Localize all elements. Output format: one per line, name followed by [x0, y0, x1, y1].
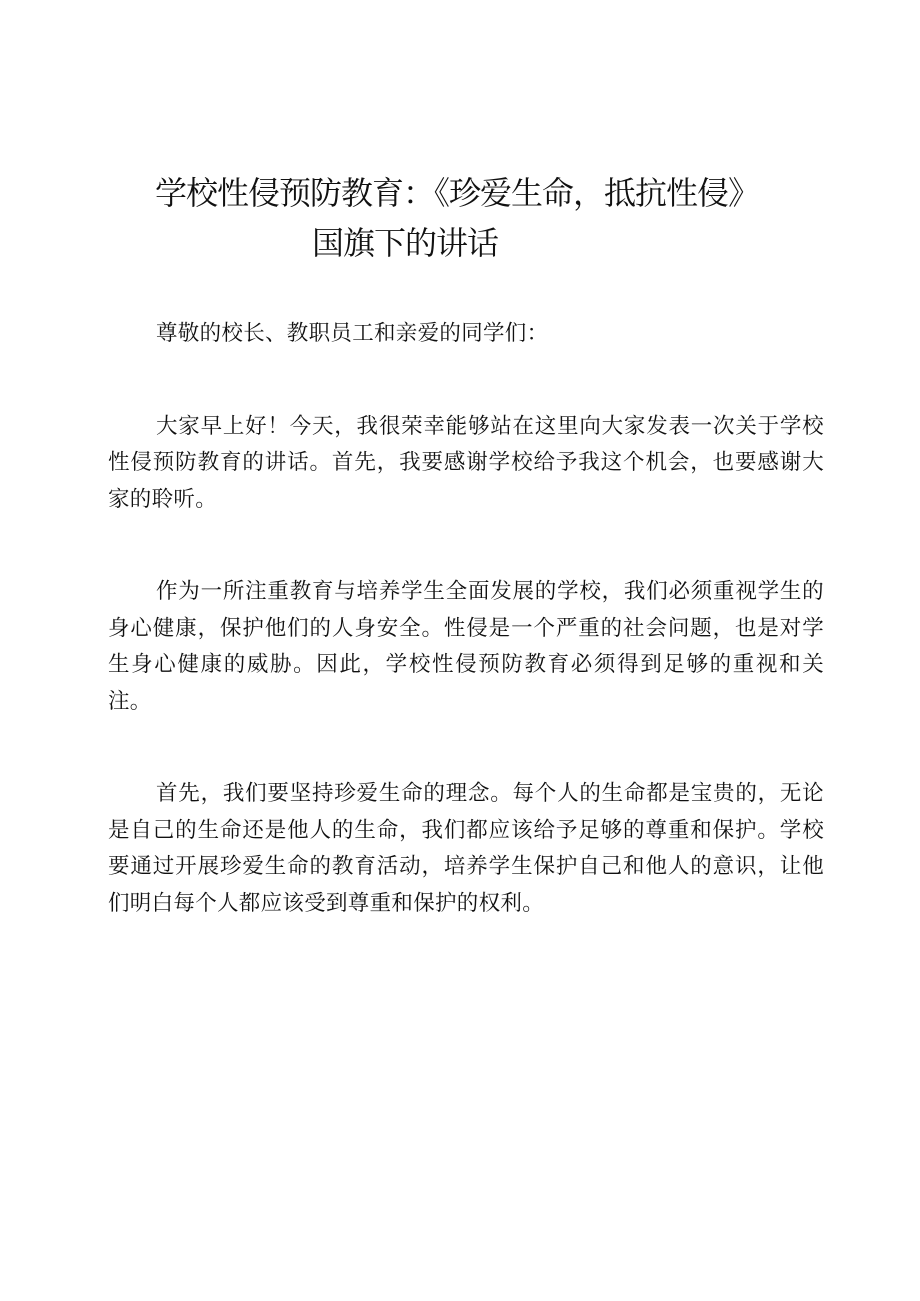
document-title	[0, 168, 920, 268]
title-line-2: 国旗下的讲话	[312, 224, 499, 262]
title-line-1: 学校性侵预防教育：《珍爱生命，抵抗性侵》	[155, 174, 760, 212]
paragraph-2: 作为一所注重教育与培养学生全面发展的学校，我们必须重视学生的身心健康，保护他们的人身安全。性侵是一个严重的社会问题，也是对学生身心健康的威胁。因此，学校性侵预防教育必须得到足够的重视和关注。	[108, 579, 824, 714]
paragraph-1: 大家早上好！今天，我很荣幸能够站在这里向大家发表一次关于学校性侵预防教育的讲话。首先，我要感谢学校给予我这个机会，也要感谢大家的聆听。	[108, 413, 824, 512]
salutation: 尊敬的校长、教职员工和亲爱的同学们：	[156, 321, 549, 346]
paragraph-3: 首先，我们要坚持珍爱生命的理念。每个人的生命都是宝贵的，无论是自己的生命还是他人的生命，我们都应该给予足够的尊重和保护。学校要通过开展珍爱生命的教育活动，培养学生保护自己和他人的意识，让他们明白每个人都应该受到尊重和保护的权利。	[108, 781, 824, 916]
document-body	[108, 316, 824, 978]
